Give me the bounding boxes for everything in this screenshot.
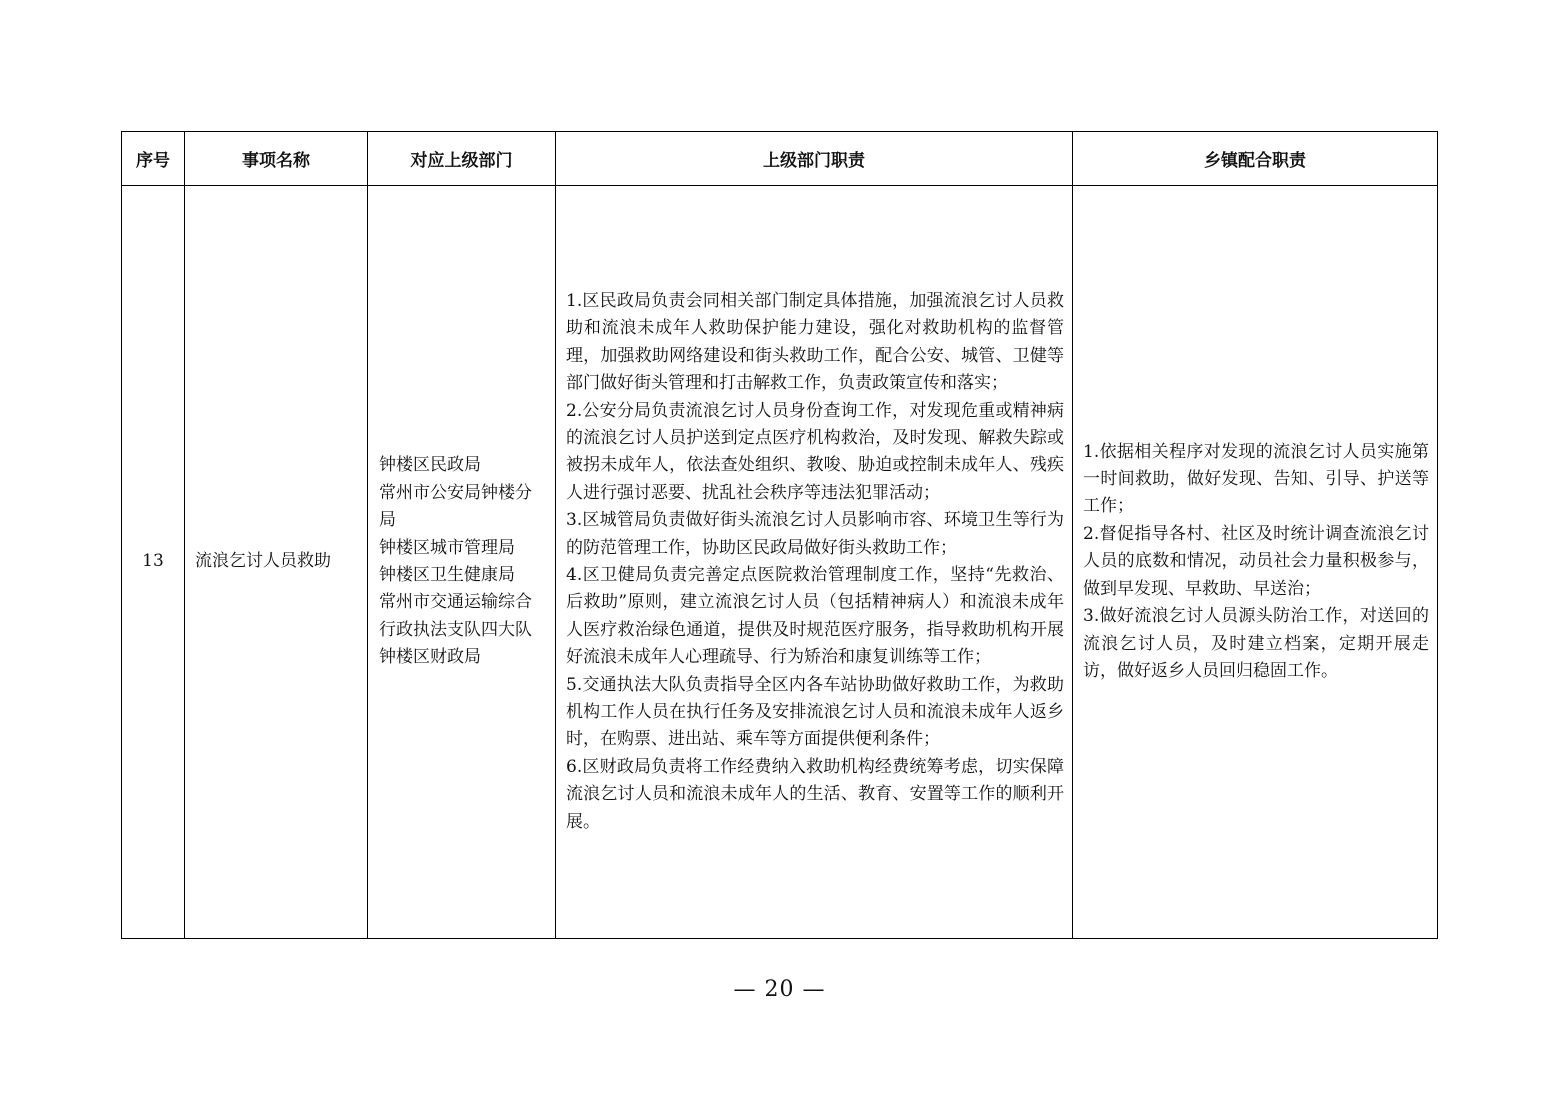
header-number: 序号 [122,132,185,186]
row-town-duties [1073,186,1438,939]
department-line: 钟楼区财政局 [379,647,481,668]
department-line: 常州市公安局钟楼分局 [379,482,532,531]
responsibility-table [121,131,1438,939]
header-town-duties: 乡镇配合职责 [1073,132,1438,186]
duty-paragraph: 2.公安分局负责流浪乞讨人员身份查询工作，对发现危重或精神病的流浪乞讨人员护送到定点医疗机构救治，及时发现、解救失踪或被拐未成年人，依法查处组织、教唆、胁迫或控制未成年人、残疾人进行强讨恶要、扰乱社会秩序等违法犯罪活动； [566,400,1064,503]
header-superior-department: 对应上级部门 [368,132,556,186]
duty-paragraph: 3.区城管局负责做好街头流浪乞讨人员影响市容、环境卫生等行为的防范管理工作，协助区民政局做好街头救助工作； [566,510,1064,558]
duty-paragraph: 4.区卫健局负责完善定点医院救治管理制度工作，坚持“先救治、后救助”原则，建立流浪乞讨人员（包括精神病人）和流浪未成年人医疗救治绿色通道，提供及时规范医疗服务，指导救助机构开展好流浪未成年人心理疏导、行为矫治和康复训练等工作； [566,565,1064,668]
page-number: — 20 — [733,977,826,1002]
header-item-name: 事项名称 [185,132,368,186]
town-duty-paragraph: 3.做好流浪乞讨人员源头防治工作，对送回的流浪乞讨人员，及时建立档案，定期开展走访，做好返乡人员回归稳固工作。 [1083,606,1429,681]
town-duty-paragraph: 2.督促指导各村、社区及时统计调查流浪乞讨人员的底数和情况，动员社会力量积极参与，做到早发现、早救助、早送治； [1083,523,1429,599]
table-header-row [122,132,1438,186]
row-departments [368,186,556,939]
duty-paragraph: 5.交通执法大队负责指导全区内各车站协助做好救助工作，为救助机构工作人员在执行任务及安排流浪乞讨人员和流浪未成年人返乡时，在购票、进出站、乘车等方面提供便利条件； [566,674,1064,750]
row-number: 13 [122,186,185,939]
duty-paragraph: 6.区财政局负责将工作经费纳入救助机构经费统筹考虑，切实保障流浪乞讨人员和流浪未成年人的生活、教育、安置等工作的顺利开展。 [566,756,1064,832]
table-row [122,186,1438,939]
row-item-name: 流浪乞讨人员救助 [185,186,368,939]
department-line: 钟楼区城市管理局 [379,537,515,558]
row-superior-duties [556,186,1073,939]
town-duty-paragraph: 1.依据相关程序对发现的流浪乞讨人员实施第一时间救助，做好发现、告知、引导、护送等工作； [1083,441,1429,517]
department-line: 钟楼区民政局 [379,455,481,476]
department-line: 常州市交通运输综合行政执法支队四大队 [379,592,532,640]
header-superior-duties: 上级部门职责 [556,132,1073,186]
duty-paragraph: 1.区民政局负责会同相关部门制定具体措施，加强流浪乞讨人员救助和流浪未成年人救助保护能力建设，强化对救助机构的监督管理，加强救助网络建设和街头救助工作，配合公安、城管、卫健等部门做好街头管理和打击解救工作，负责政策宣传和落实； [566,290,1064,394]
department-line: 钟楼区卫生健康局 [379,565,515,585]
